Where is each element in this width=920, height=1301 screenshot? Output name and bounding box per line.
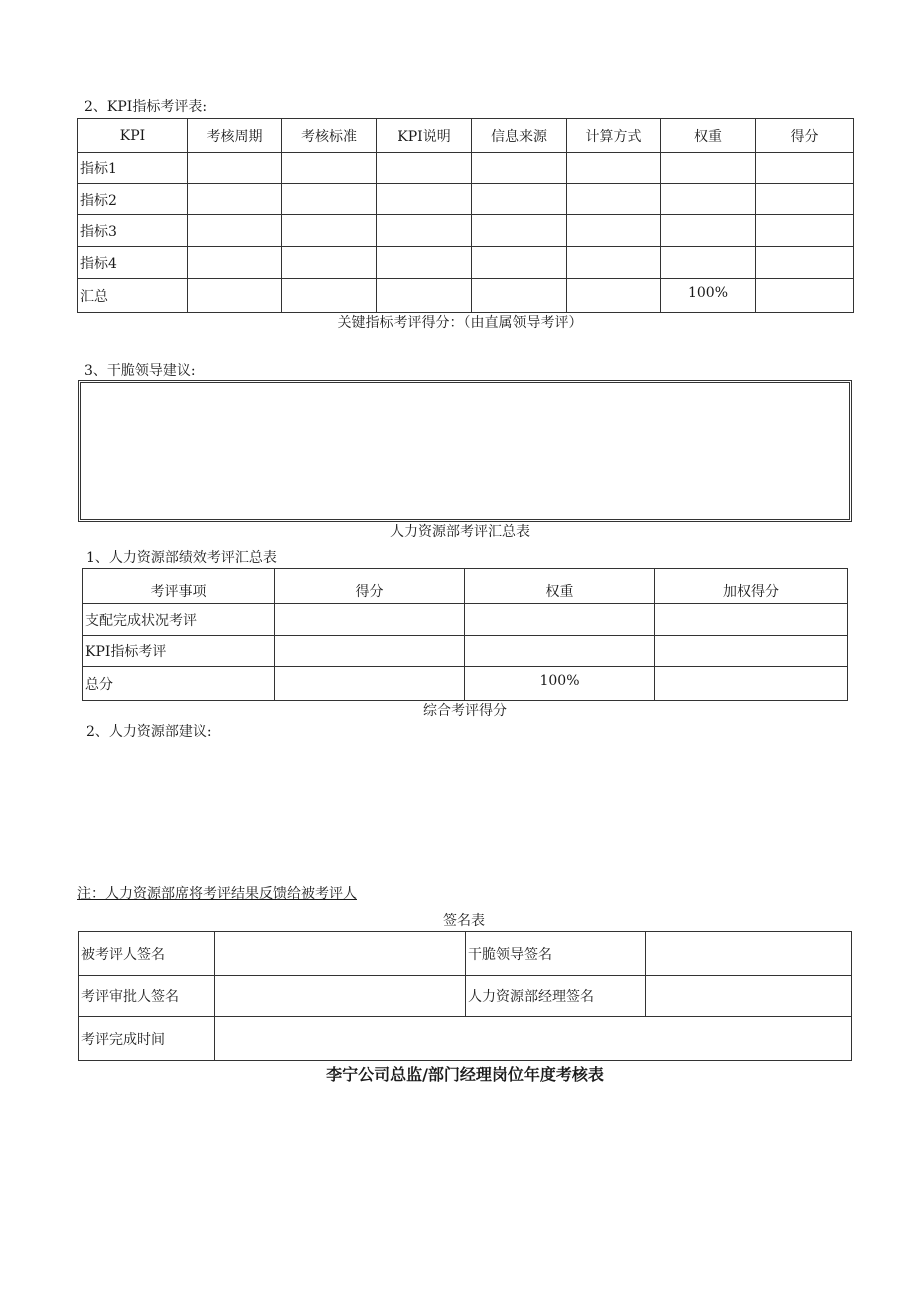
kpi-cell[interactable] (472, 247, 567, 279)
kpi-header-method: 计算方式 (567, 119, 661, 153)
kpi-cell[interactable] (282, 215, 377, 247)
kpi-cell[interactable] (377, 279, 472, 313)
leader-advice-heading: 3、干脆领导建议: (84, 363, 196, 379)
hr-header-item: 考评事项 (83, 569, 275, 604)
table-row (78, 153, 854, 184)
kpi-cell[interactable] (377, 247, 472, 279)
table-row (83, 604, 848, 636)
signature-leader-field[interactable] (646, 932, 852, 976)
signature-label-approver: 考评审批人签名 (79, 976, 215, 1017)
signature-label-leader: 干脆领导签名 (466, 932, 646, 976)
kpi-weight-cell[interactable] (661, 184, 756, 215)
kpi-cell[interactable] (188, 215, 282, 247)
kpi-cell[interactable] (188, 153, 282, 184)
hr-summary-table (82, 568, 848, 701)
hr-row-label: KPI指标考评 (83, 636, 275, 667)
hr-summary-title: 人力资源部考评汇总表 (390, 524, 530, 540)
kpi-cell[interactable] (472, 184, 567, 215)
signature-title: 签名表 (443, 913, 485, 929)
kpi-cell[interactable] (567, 215, 661, 247)
kpi-cell[interactable] (188, 279, 282, 313)
signature-label-completion-time: 考评完成时间 (79, 1017, 215, 1061)
kpi-score-cell[interactable] (756, 153, 854, 184)
signature-evaluatee-field[interactable] (215, 932, 466, 976)
hr-summary-heading: 1、人力资源部绩效考评汇总表 (86, 550, 277, 566)
hr-header-row (83, 569, 848, 604)
kpi-table (77, 118, 854, 313)
table-row (79, 976, 852, 1017)
kpi-cell[interactable] (472, 153, 567, 184)
kpi-row-label: 指标2 (78, 184, 188, 215)
hr-weighted-cell[interactable] (655, 636, 848, 667)
hr-weight-cell[interactable] (465, 604, 655, 636)
hr-advice-area[interactable] (84, 745, 844, 875)
kpi-cell[interactable] (282, 153, 377, 184)
hr-header-weight: 权重 (465, 569, 655, 604)
hr-summary-caption: 综合考评得分 (423, 703, 507, 719)
kpi-weight-cell[interactable] (661, 153, 756, 184)
kpi-score-cell[interactable] (756, 247, 854, 279)
kpi-header-source: 信息来源 (472, 119, 567, 153)
hr-weight-total[interactable]: 100% (465, 667, 655, 701)
hr-weight-cell[interactable] (465, 636, 655, 667)
hr-row-label: 总分 (83, 667, 275, 701)
signature-label-hr-manager: 人力资源部经理签名 (466, 976, 646, 1017)
hr-advice-heading: 2、人力资源部建议: (86, 724, 212, 740)
hr-weighted-cell[interactable] (655, 667, 848, 701)
kpi-weight-cell[interactable] (661, 247, 756, 279)
kpi-header-kpi: KPI (78, 119, 188, 153)
hr-weighted-cell[interactable] (655, 604, 848, 636)
table-row (79, 1017, 852, 1061)
signature-approver-field[interactable] (215, 976, 466, 1017)
kpi-cell[interactable] (472, 215, 567, 247)
hr-row-label: 支配完成状况考评 (83, 604, 275, 636)
signature-table (78, 931, 852, 1061)
kpi-row-label: 指标1 (78, 153, 188, 184)
kpi-cell[interactable] (567, 279, 661, 313)
kpi-weight-total[interactable]: 100% (661, 279, 756, 313)
footer-title: 李宁公司总监/部门经理岗位年度考核表 (326, 1065, 604, 1084)
kpi-cell[interactable] (567, 247, 661, 279)
kpi-score-cell[interactable] (756, 184, 854, 215)
hr-score-cell[interactable] (275, 604, 465, 636)
table-row (78, 247, 854, 279)
table-row (78, 215, 854, 247)
signature-completion-time-field[interactable] (215, 1017, 852, 1061)
hr-header-score: 得分 (275, 569, 465, 604)
leader-advice-box[interactable] (78, 380, 852, 522)
kpi-header-score: 得分 (756, 119, 854, 153)
kpi-cell[interactable] (377, 184, 472, 215)
kpi-header-standard: 考核标准 (282, 119, 377, 153)
kpi-score-cell[interactable] (756, 279, 854, 313)
kpi-cell[interactable] (567, 153, 661, 184)
hr-header-weighted: 加权得分 (655, 569, 848, 604)
kpi-row-label: 指标3 (78, 215, 188, 247)
kpi-cell[interactable] (282, 279, 377, 313)
signature-label-evaluatee: 被考评人签名 (79, 932, 215, 976)
hr-score-cell[interactable] (275, 667, 465, 701)
kpi-row-label: 汇总 (78, 279, 188, 313)
hr-score-cell[interactable] (275, 636, 465, 667)
table-row (79, 932, 852, 976)
kpi-cell[interactable] (472, 279, 567, 313)
kpi-cell[interactable] (377, 215, 472, 247)
table-row (83, 636, 848, 667)
kpi-cell[interactable] (188, 247, 282, 279)
note-text: 注：人力资源部席将考评结果反馈给被考评人 (77, 886, 357, 902)
kpi-cell[interactable] (282, 247, 377, 279)
kpi-weight-cell[interactable] (661, 215, 756, 247)
table-row (78, 184, 854, 215)
kpi-row-label: 指标4 (78, 247, 188, 279)
kpi-section-heading: 2、KPI指标考评表: (84, 99, 208, 115)
kpi-caption: 关键指标考评得分：（由直属领导考评） (337, 315, 583, 331)
table-row (78, 279, 854, 313)
kpi-header-row (78, 119, 854, 153)
kpi-score-cell[interactable] (756, 215, 854, 247)
kpi-cell[interactable] (188, 184, 282, 215)
table-row (83, 667, 848, 701)
kpi-cell[interactable] (377, 153, 472, 184)
kpi-header-weight: 权重 (661, 119, 756, 153)
kpi-cell[interactable] (282, 184, 377, 215)
kpi-header-period: 考核周期 (188, 119, 282, 153)
signature-hr-manager-field[interactable] (646, 976, 852, 1017)
kpi-header-description: KPI说明 (377, 119, 472, 153)
kpi-cell[interactable] (567, 184, 661, 215)
